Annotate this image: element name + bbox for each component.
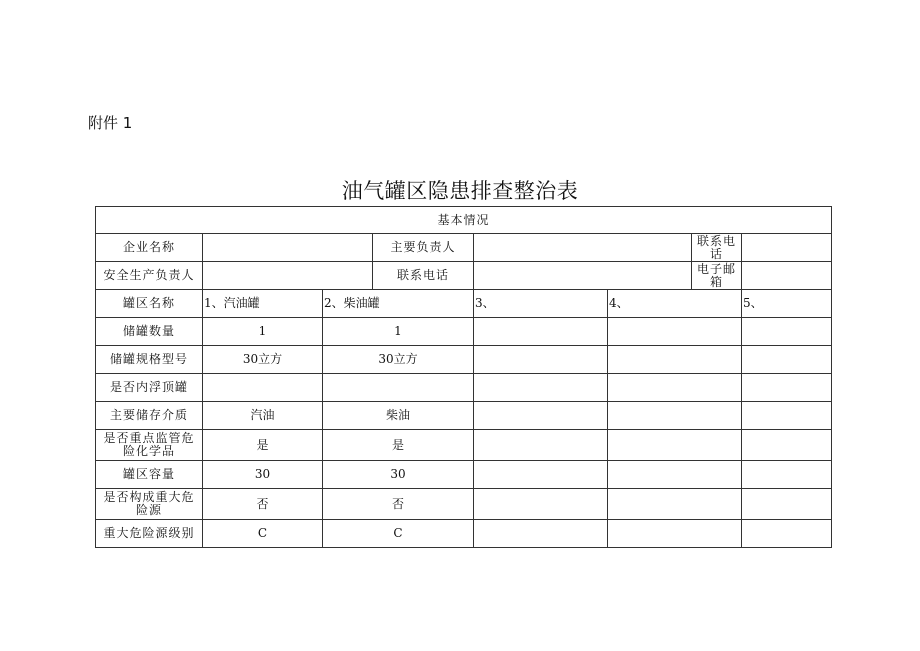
phone-label-1: 联系电话 [692, 234, 742, 262]
form-title: 油气罐区隐患排查整治表 [341, 179, 579, 203]
row-label-key-hazchem: 是否重点监管危险化学品 [96, 430, 203, 461]
tank-count-cell-2[interactable]: 1 [323, 318, 474, 346]
hazard-level-cell-1[interactable]: C [203, 520, 323, 548]
tank-count-cell-4[interactable] [608, 318, 742, 346]
tank-area-label: 罐区名称 [96, 290, 203, 318]
row-label-storage-medium: 主要储存介质 [96, 402, 203, 430]
tank-area-5[interactable]: 5、 [742, 290, 832, 318]
key-hazchem-cell-3[interactable] [474, 430, 608, 461]
tank-capacity-cell-5[interactable] [742, 461, 832, 489]
major-hazard-cell-1[interactable]: 否 [203, 489, 323, 520]
key-hazchem-cell-2[interactable]: 是 [323, 430, 474, 461]
main-person-field[interactable] [474, 234, 692, 262]
tank-capacity-cell-1[interactable]: 30 [203, 461, 323, 489]
storage-medium-cell-2[interactable]: 柴油 [323, 402, 474, 430]
tank-count-cell-1[interactable]: 1 [203, 318, 323, 346]
storage-medium-cell-5[interactable] [742, 402, 832, 430]
major-hazard-cell-2[interactable]: 否 [323, 489, 474, 520]
storage-medium-cell-3[interactable] [474, 402, 608, 430]
section-header-basic-info: 基本情况 [96, 207, 832, 234]
tank-count-cell-5[interactable] [742, 318, 832, 346]
floating-roof-cell-1[interactable] [203, 374, 323, 402]
storage-medium-cell-4[interactable] [608, 402, 742, 430]
email-label: 电子邮箱 [692, 262, 742, 290]
floating-roof-cell-5[interactable] [742, 374, 832, 402]
tank-capacity-cell-3[interactable] [474, 461, 608, 489]
attachment-label: 附件 1 [88, 114, 133, 132]
tank-area-3[interactable]: 3、 [474, 290, 608, 318]
key-hazchem-cell-1[interactable]: 是 [203, 430, 323, 461]
tank-area-2[interactable]: 2、柴油罐 [323, 290, 474, 318]
floating-roof-cell-4[interactable] [608, 374, 742, 402]
safety-person-field[interactable] [203, 262, 373, 290]
tank-count-cell-3[interactable] [474, 318, 608, 346]
email-field[interactable] [742, 262, 832, 290]
row-label-major-hazard: 是否构成重大危险源 [96, 489, 203, 520]
tank-area-1[interactable]: 1、汽油罐 [203, 290, 323, 318]
hazard-level-cell-4[interactable] [608, 520, 742, 548]
hazard-level-cell-5[interactable] [742, 520, 832, 548]
key-hazchem-cell-4[interactable] [608, 430, 742, 461]
major-hazard-cell-5[interactable] [742, 489, 832, 520]
tank-spec-cell-1[interactable]: 30立方 [203, 346, 323, 374]
company-name-field[interactable] [203, 234, 373, 262]
hazard-level-cell-3[interactable] [474, 520, 608, 548]
row-label-floating-roof: 是否内浮顶罐 [96, 374, 203, 402]
company-name-label: 企业名称 [96, 234, 203, 262]
row-label-tank-count: 储罐数量 [96, 318, 203, 346]
tank-spec-cell-2[interactable]: 30立方 [323, 346, 474, 374]
tank-spec-cell-3[interactable] [474, 346, 608, 374]
hazard-level-cell-2[interactable]: C [323, 520, 474, 548]
floating-roof-cell-3[interactable] [474, 374, 608, 402]
phone-field-1[interactable] [742, 234, 832, 262]
major-hazard-cell-4[interactable] [608, 489, 742, 520]
tank-area-4[interactable]: 4、 [608, 290, 742, 318]
inspection-form-table [95, 206, 832, 548]
tank-capacity-cell-2[interactable]: 30 [323, 461, 474, 489]
row-label-tank-spec: 储罐规格型号 [96, 346, 203, 374]
tank-spec-cell-4[interactable] [608, 346, 742, 374]
phone-label-2: 联系电话 [373, 262, 474, 290]
phone-field-2[interactable] [474, 262, 692, 290]
row-label-tank-capacity: 罐区容量 [96, 461, 203, 489]
main-person-label: 主要负责人 [373, 234, 474, 262]
tank-capacity-cell-4[interactable] [608, 461, 742, 489]
floating-roof-cell-2[interactable] [323, 374, 474, 402]
key-hazchem-cell-5[interactable] [742, 430, 832, 461]
row-label-hazard-level: 重大危险源级别 [96, 520, 203, 548]
major-hazard-cell-3[interactable] [474, 489, 608, 520]
tank-spec-cell-5[interactable] [742, 346, 832, 374]
safety-person-label: 安全生产负责人 [96, 262, 203, 290]
storage-medium-cell-1[interactable]: 汽油 [203, 402, 323, 430]
